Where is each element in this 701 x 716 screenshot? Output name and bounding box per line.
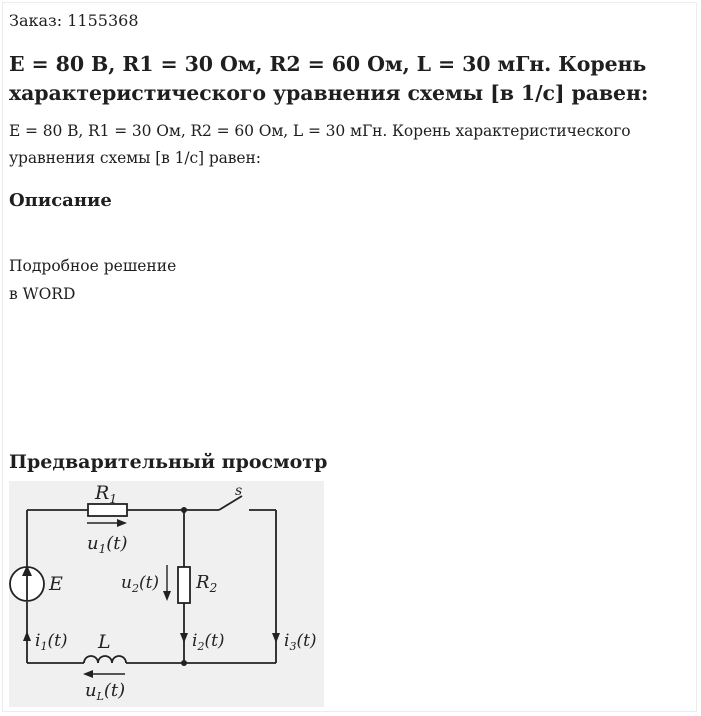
label-r1: $R_1$ [95,482,117,506]
inductor-l [84,656,126,663]
description-line-1: Подробное решение [9,257,177,275]
label-e: E [49,573,63,595]
label-u2: $u_2(t)$ [121,573,160,595]
junction-top [181,507,187,513]
order-number: Заказ: 1155368 [9,11,139,30]
page-title: E = 80 В, R1 = 30 Ом, R2 = 60 Ом, L = 30 мГн. Корень характеристического уравнения схемы [в 1/с] равен: [9,52,649,105]
i3-arrow-icon [272,633,280,643]
preview-image [9,481,324,707]
label-i1: $i_1(t)$ [35,631,68,653]
label-i3: $i_3(t)$ [284,631,317,653]
resistor-r1 [88,504,127,516]
question-text: E = 80 В, R1 = 30 Ом, R2 = 60 Ом, L = 30 мГн. Корень характеристического уравнения схемы [в 1/с] равен: [9,122,631,167]
label-l: L [98,631,111,653]
u1-arrow-icon [117,519,127,527]
label-i2: $i_2(t)$ [192,631,225,653]
description-body [9,252,176,308]
i2-arrow-icon [180,633,188,643]
circuit-diagram [9,481,324,707]
label-switch: s [235,483,243,499]
ul-arrow-icon [83,670,93,678]
junction-bottom [181,660,187,666]
label-ul: $u_L(t)$ [85,680,126,703]
label-u1: $u_1(t)$ [87,533,128,556]
description-line-2: в WORD [9,285,76,303]
label-r2: $R_2$ [196,572,218,595]
i1-arrow-icon [23,631,31,641]
resistor-r2 [178,567,190,603]
preview-heading: Предварительный просмотр [9,451,328,473]
description-heading: Описание [9,190,112,211]
u2-arrow-icon [163,591,171,601]
